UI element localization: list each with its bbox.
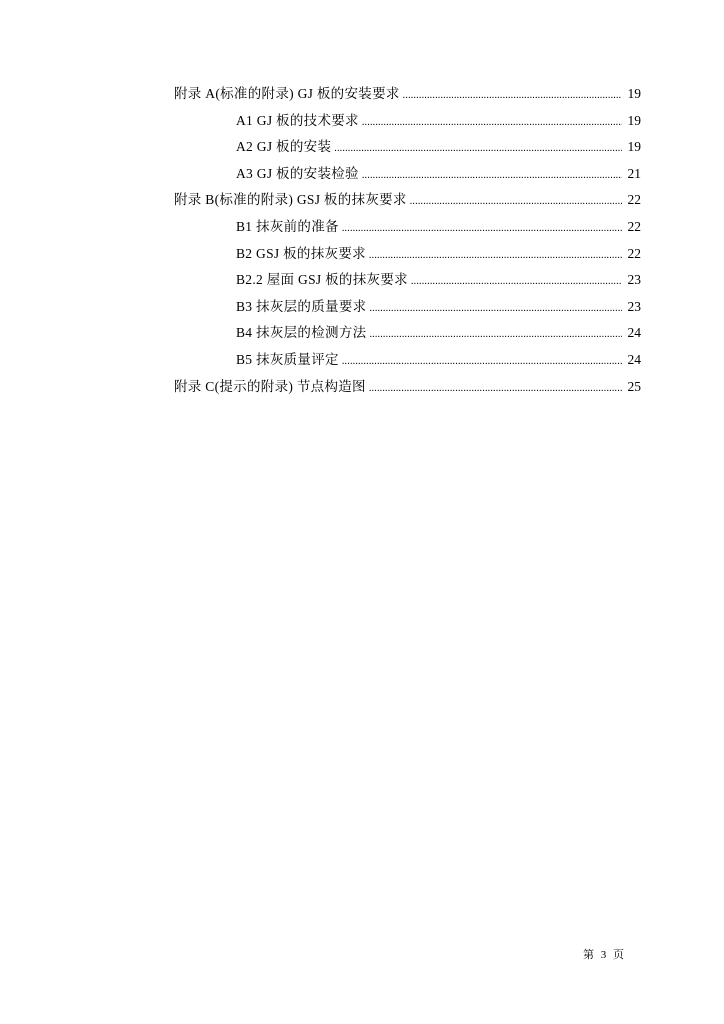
toc-entry [174, 84, 641, 111]
toc-entry-page: 22 [627, 192, 641, 208]
page-number-footer: 第 3 页 [583, 949, 626, 961]
toc-dot-leader [411, 272, 622, 292]
toc-entry-page: 22 [627, 218, 641, 234]
toc-entry-title: A1 GJ 板的技术要求 [236, 112, 359, 128]
toc-dot-leader [369, 246, 622, 266]
toc-entry-page: 25 [627, 378, 641, 394]
toc-dot-leader [362, 113, 622, 133]
toc-dot-leader [342, 352, 622, 372]
toc-entry-page: 24 [627, 325, 641, 341]
toc-entry-title: B4 抹灰层的检测方法 [236, 325, 367, 341]
toc-entry-title: B1 抹灰前的准备 [236, 218, 339, 234]
toc-dot-leader [369, 379, 622, 399]
toc-entry-page: 24 [627, 351, 641, 367]
toc-entry [174, 190, 641, 217]
toc-entry [174, 164, 641, 191]
table-of-contents [174, 84, 641, 403]
toc-entry-page: 19 [627, 112, 641, 128]
toc-entry [174, 217, 641, 244]
toc-entry-page: 22 [627, 245, 641, 261]
toc-entry [174, 323, 641, 350]
toc-entry-title: B2 GSJ 板的抹灰要求 [236, 245, 366, 261]
toc-entry [174, 137, 641, 164]
toc-entry-page: 19 [627, 86, 641, 101]
toc-entry-title: B2.2 屋面 GSJ 板的抹灰要求 [236, 272, 408, 288]
toc-entry-title: 附录 C(提示的附录) 节点构造图 [174, 378, 366, 394]
toc-entry-title: B5 抹灰质量评定 [236, 351, 339, 367]
toc-entry [174, 111, 641, 138]
toc-entry-title: 附录 B(标准的附录) GSJ 板的抹灰要求 [174, 192, 407, 208]
toc-entry-title: B3 抹灰层的质量要求 [236, 298, 367, 314]
toc-dot-leader [369, 299, 622, 319]
toc-dot-leader [410, 192, 622, 212]
toc-entry [174, 270, 641, 297]
toc-entry-page: 23 [627, 272, 641, 288]
toc-entry [174, 350, 641, 377]
toc-entry-page: 19 [627, 139, 641, 155]
toc-entry-title: A2 GJ 板的安装 [236, 139, 332, 155]
toc-dot-leader [403, 86, 622, 106]
toc-entry-title: A3 GJ 板的安装检验 [236, 165, 359, 181]
toc-dot-leader [362, 166, 622, 186]
toc-entry-page: 21 [627, 165, 641, 181]
toc-dot-leader [369, 325, 622, 345]
toc-dot-leader [342, 219, 622, 239]
toc-entry-title: 附录 A(标准的附录) GJ 板的安装要求 [174, 86, 400, 101]
toc-entry-page: 23 [627, 298, 641, 314]
toc-entry [174, 377, 641, 404]
toc-entry [174, 244, 641, 271]
toc-dot-leader [334, 139, 622, 159]
toc-entry [174, 297, 641, 324]
